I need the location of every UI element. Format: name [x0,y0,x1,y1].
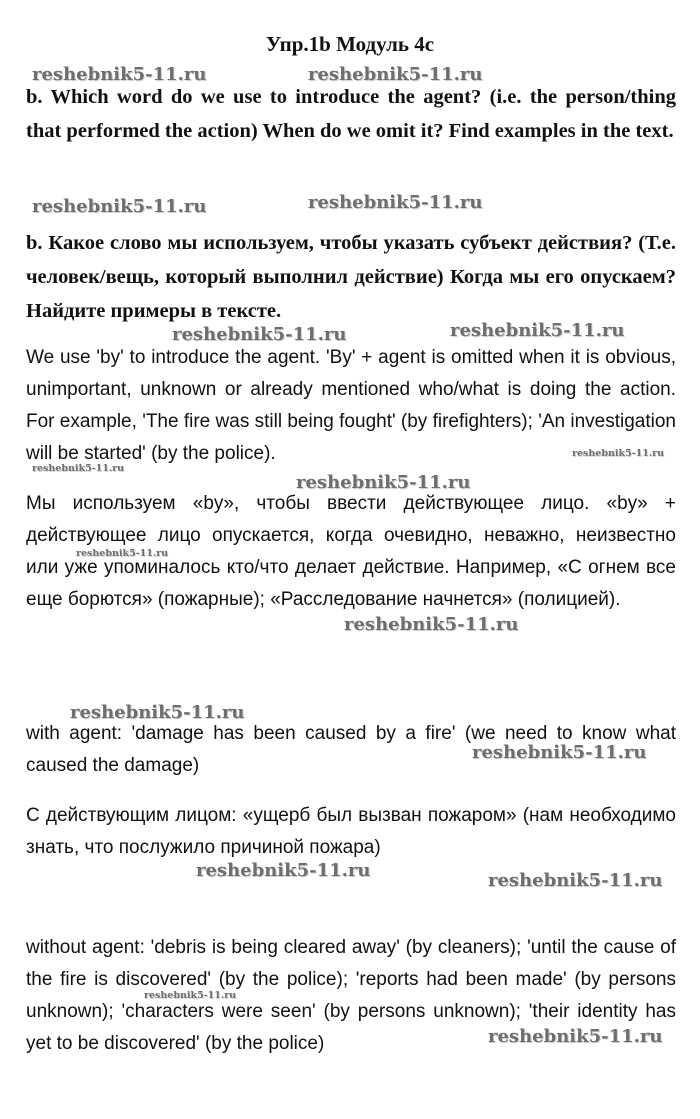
watermark: reshebnik5-11.ru [144,990,237,1001]
answer-russian: Мы используем «by», чтобы ввести действующее лицо. «by» + действующее лицо опускается, когда очевидно, неважно, неизвестно или уже упоминалось кто/что делает действие. Например, «С огнем все еще борются» (пожарные); «Расследование начнется» (полицией). [26,493,676,610]
watermark: reshebnik5-11.ru [70,702,245,723]
question-russian: b. Какое слово мы используем, чтобы указать субъект действия? (Т.е. человек/вещь, который выполнил действие) Когда мы его опускаем? Найдите примеры в тексте. [26,232,676,322]
watermark: reshebnik5-11.ru [32,463,125,474]
watermark: reshebnik5-11.ru [344,614,519,635]
watermark: reshebnik5-11.ru [450,320,625,341]
question-english: b. Which word do we use to introduce the agent? (i.e. the person/thing that performed the action) When do we omit it? Find examples in the text. [26,86,676,142]
watermark: reshebnik5-11.ru [76,548,169,559]
watermark: reshebnik5-11.ru [196,860,371,881]
answer-english: We use 'by' to introduce the agent. 'By' + agent is omitted when it is obvious, unimportant, unknown or already mentioned who/what is doing the action. For example, 'The fire was still being fought' (by firefighters); 'An investigation will be started' (by the police). [26,347,676,464]
with-agent-russian: С действующим лицом: «ущерб был вызван пожаром» (нам необходимо знать, что послужило причиной пожара) [26,805,676,858]
watermark: reshebnik5-11.ru [308,64,483,85]
watermark: reshebnik5-11.ru [572,448,665,459]
watermark: reshebnik5-11.ru [32,64,207,85]
watermark: reshebnik5-11.ru [488,1026,663,1047]
page-title: Упр.1b Модуль 4с [265,32,435,56]
watermark: reshebnik5-11.ru [172,324,347,345]
watermark: reshebnik5-11.ru [296,472,471,493]
with-agent-english: with agent: 'damage has been caused by a fire' (we need to know what caused the damage) [26,723,676,776]
watermark: reshebnik5-11.ru [308,192,483,213]
watermark: reshebnik5-11.ru [488,870,663,891]
without-agent-english: without agent: 'debris is being cleared away' (by cleaners); 'until the cause of the fire is discovered' (by the police); 'reports had been made' (by persons unknown); 'characters were seen' (by persons unknown); 'their identity has yet to be discovered' (by the police) [26,937,676,1054]
watermark: reshebnik5-11.ru [472,742,647,763]
watermark: reshebnik5-11.ru [32,196,207,217]
